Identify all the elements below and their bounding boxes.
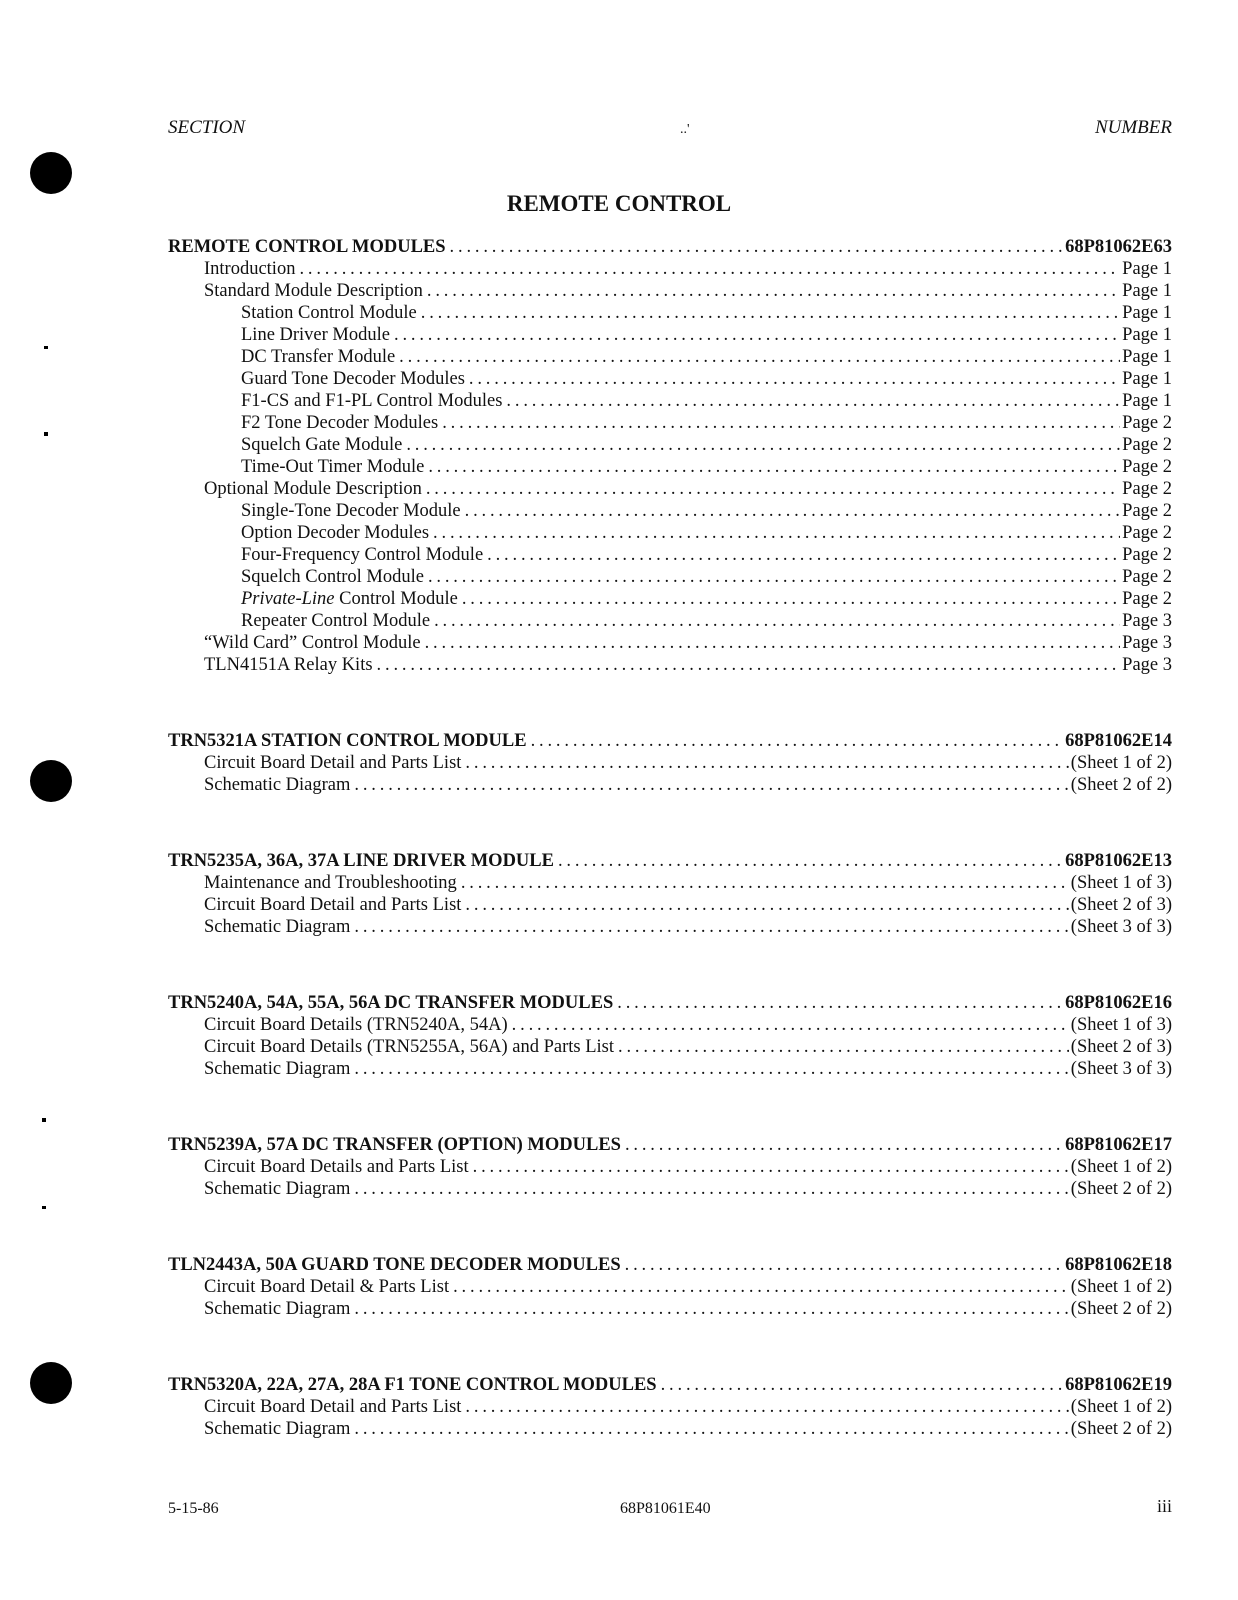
dot-leader [354, 774, 1068, 796]
toc-entry [168, 894, 1172, 916]
dot-leader [465, 752, 1068, 774]
footer-page-number: iii [1156, 1496, 1172, 1516]
toc-group [168, 850, 1172, 938]
toc-entry [168, 1014, 1172, 1036]
toc-entry [168, 610, 1172, 632]
toc-entry-label: Time-Out Timer Module [241, 457, 425, 477]
dot-leader [425, 632, 1121, 654]
toc-entry-page-ref: (Sheet 2 of 2) [1070, 1179, 1172, 1199]
dot-leader [433, 522, 1120, 544]
toc-entry-page-ref: Page 3 [1122, 633, 1172, 653]
toc-entry-label: Circuit Board Detail and Parts List [204, 895, 462, 915]
toc-entry-label: Circuit Board Details (TRN5255A, 56A) and Parts List [204, 1037, 615, 1057]
dot-leader [434, 610, 1120, 632]
toc-section-heading [168, 1374, 1172, 1396]
toc-entry-page-ref: (Sheet 2 of 2) [1070, 1299, 1172, 1319]
toc-entry [168, 632, 1172, 654]
toc-entry-label: Standard Module Description [204, 281, 423, 301]
scan-speck [42, 1206, 46, 1209]
toc-entry-label: Schematic Diagram [204, 1059, 351, 1079]
toc-entry-page-ref: (Sheet 2 of 3) [1070, 895, 1172, 915]
toc-entry [168, 1298, 1172, 1320]
toc-entry-label: TRN5239A, 57A DC TRANSFER (OPTION) MODULES [168, 1135, 621, 1155]
toc-entry-label: Line Driver Module [241, 325, 390, 345]
toc-entry-page-ref: Page 2 [1122, 501, 1172, 521]
toc-entry-page-ref: Page 1 [1122, 303, 1172, 323]
toc-group [168, 992, 1172, 1080]
toc-entry-label [241, 588, 462, 610]
footer-date: 5-15-86 [168, 1500, 219, 1517]
toc-section-heading [168, 730, 1172, 752]
toc-entry-label: Introduction [204, 259, 296, 279]
toc-entry [168, 872, 1172, 894]
binder-hole-top [30, 152, 72, 194]
toc-entry [168, 346, 1172, 368]
dot-leader [428, 566, 1120, 588]
toc-entry-page-ref: (Sheet 2 of 2) [1070, 775, 1172, 795]
scan-speck [42, 1118, 46, 1122]
toc-entry-page-ref: 68P81062E17 [1065, 1135, 1172, 1155]
toc-entry [168, 588, 1172, 610]
toc-entry [168, 1058, 1172, 1080]
dot-leader [506, 390, 1120, 412]
dot-leader [512, 1014, 1069, 1036]
toc-group [168, 1134, 1172, 1200]
toc-entry [168, 1156, 1172, 1178]
dot-leader [465, 894, 1068, 916]
dot-leader [421, 302, 1120, 324]
toc-entry-label: F2 Tone Decoder Modules [241, 413, 439, 433]
toc-entry-page-ref: 68P81062E63 [1065, 237, 1172, 257]
dot-leader [394, 324, 1120, 346]
toc-entry [168, 258, 1172, 280]
dot-leader [453, 1276, 1069, 1298]
toc-entry [168, 916, 1172, 938]
toc-group [168, 1374, 1172, 1440]
toc-entry-label: Repeater Control Module [241, 611, 431, 631]
toc-entry-page-ref: Page 2 [1122, 457, 1172, 477]
toc-entry [168, 522, 1172, 544]
dot-leader [661, 1374, 1064, 1396]
dot-leader [617, 992, 1063, 1014]
dot-leader [625, 1254, 1063, 1276]
toc-entry-label-rest: Control Module [334, 589, 458, 609]
toc-entry-label: Squelch Gate Module [241, 435, 403, 455]
toc-entry-page-ref: Page 1 [1122, 369, 1172, 389]
toc-entry-page-ref: (Sheet 2 of 3) [1070, 1037, 1172, 1057]
toc-entry-page-ref: Page 2 [1122, 413, 1172, 433]
toc-entry [168, 1178, 1172, 1200]
dot-leader [377, 654, 1121, 676]
toc-entry-label: Guard Tone Decoder Modules [241, 369, 465, 389]
toc-entry-label: TRN5235A, 36A, 37A LINE DRIVER MODULE [168, 851, 554, 871]
toc-entry-page-ref: (Sheet 2 of 2) [1070, 1419, 1172, 1439]
toc-entry-label: TLN2443A, 50A GUARD TONE DECODER MODULES [168, 1255, 621, 1275]
dot-leader [469, 368, 1120, 390]
toc-entry-page-ref: Page 2 [1122, 523, 1172, 543]
dot-leader [354, 1058, 1068, 1080]
toc-entry [168, 434, 1172, 456]
dot-leader [426, 478, 1120, 500]
dot-leader [618, 1036, 1069, 1058]
header-mark: ..' [680, 122, 690, 137]
dot-leader [427, 280, 1120, 302]
toc-entry-label: DC Transfer Module [241, 347, 396, 367]
dot-leader [299, 258, 1120, 280]
binder-hole-bottom [30, 1362, 72, 1404]
toc-entry-label: Optional Module Description [204, 479, 422, 499]
toc-entry-page-ref: (Sheet 1 of 2) [1070, 1397, 1172, 1417]
toc-entry [168, 752, 1172, 774]
dot-leader [473, 1156, 1069, 1178]
dot-leader [442, 412, 1120, 434]
toc-entry [168, 1396, 1172, 1418]
toc-entry-label: REMOTE CONTROL MODULES [168, 237, 446, 257]
dot-leader [558, 850, 1063, 872]
toc-entry-label: Single-Tone Decoder Module [241, 501, 461, 521]
toc-entry-page-ref: (Sheet 3 of 3) [1070, 917, 1172, 937]
dot-leader [354, 1178, 1068, 1200]
toc-entry-page-ref: Page 1 [1122, 259, 1172, 279]
toc-entry-label: TRN5321A STATION CONTROL MODULE [168, 731, 527, 751]
toc-entry [168, 1036, 1172, 1058]
toc-section-heading [168, 1254, 1172, 1276]
toc-entry-label: Circuit Board Detail and Parts List [204, 753, 462, 773]
toc-entry-page-ref: Page 2 [1122, 567, 1172, 587]
toc-entry-label: Circuit Board Detail and Parts List [204, 1397, 462, 1417]
dot-leader [428, 456, 1120, 478]
toc-entry-label: Schematic Diagram [204, 775, 351, 795]
header-number-label: NUMBER [1094, 117, 1172, 138]
toc-entry-page-ref: Page 1 [1122, 281, 1172, 301]
dot-leader [461, 872, 1069, 894]
toc-entry-page-ref: 68P81062E19 [1065, 1375, 1172, 1395]
toc-entry-page-ref: (Sheet 1 of 2) [1070, 753, 1172, 773]
toc-entry [168, 1276, 1172, 1298]
toc-entry-label: Option Decoder Modules [241, 523, 430, 543]
dot-leader [487, 544, 1120, 566]
toc-entry-label: Circuit Board Details and Parts List [204, 1157, 469, 1177]
toc-entry [168, 544, 1172, 566]
toc-entry-label: Four-Frequency Control Module [241, 545, 484, 565]
toc-entry-label: F1-CS and F1-PL Control Modules [241, 391, 503, 411]
toc-entry-page-ref: (Sheet 1 of 2) [1070, 1277, 1172, 1297]
toc-group [168, 1254, 1172, 1320]
toc-entry [168, 390, 1172, 412]
toc-entry-label: TLN4151A Relay Kits [204, 655, 373, 675]
toc-entry-label: Squelch Control Module [241, 567, 424, 587]
toc-section-heading [168, 1134, 1172, 1156]
toc-entry-page-ref: 68P81062E16 [1065, 993, 1172, 1013]
toc-entry [168, 324, 1172, 346]
toc-entry [168, 456, 1172, 478]
dot-leader [462, 588, 1120, 610]
toc-entry-page-ref: 68P81062E18 [1065, 1255, 1172, 1275]
toc-entry-label: Schematic Diagram [204, 1299, 351, 1319]
toc-entry [168, 774, 1172, 796]
toc-entry-page-ref: Page 2 [1122, 589, 1172, 609]
toc-entry-label: TRN5240A, 54A, 55A, 56A DC TRANSFER MODULES [168, 993, 614, 1013]
toc-entry [168, 280, 1172, 302]
dot-leader [450, 236, 1064, 258]
toc-entry-page-ref: Page 1 [1122, 347, 1172, 367]
toc-entry [168, 654, 1172, 676]
dot-leader [531, 730, 1064, 752]
toc-entry-label: Maintenance and Troubleshooting [204, 873, 457, 893]
dot-leader [354, 916, 1068, 938]
scan-speck [44, 346, 48, 349]
binder-hole-middle [30, 760, 72, 802]
toc-group [168, 730, 1172, 796]
toc-entry-label: Schematic Diagram [204, 1179, 351, 1199]
toc-entry-label: Schematic Diagram [204, 1419, 351, 1439]
toc-entry-page-ref: Page 3 [1122, 655, 1172, 675]
toc-section-heading [168, 850, 1172, 872]
toc-entry [168, 566, 1172, 588]
toc-entry-page-ref: Page 2 [1122, 479, 1172, 499]
toc-entry [168, 1418, 1172, 1440]
scan-speck [44, 432, 48, 436]
dot-leader [399, 346, 1120, 368]
toc-entry-label-italic: Private-Line [241, 589, 335, 609]
toc-entry-page-ref: (Sheet 1 of 3) [1070, 1015, 1172, 1035]
toc-entry-label: Circuit Board Detail & Parts List [204, 1277, 450, 1297]
dot-leader [465, 1396, 1068, 1418]
toc-group [168, 236, 1172, 676]
dot-leader [465, 500, 1121, 522]
toc-entry-label: “Wild Card” Control Module [204, 633, 421, 653]
toc-entry-page-ref: Page 1 [1122, 325, 1172, 345]
toc-entry [168, 500, 1172, 522]
toc-entry-page-ref: 68P81062E14 [1065, 731, 1172, 751]
toc-entry [168, 412, 1172, 434]
page-title: REMOTE CONTROL [506, 191, 732, 216]
dot-leader [354, 1418, 1068, 1440]
toc-entry-page-ref: 68P81062E13 [1065, 851, 1172, 871]
toc-entry-label: Circuit Board Details (TRN5240A, 54A) [204, 1015, 508, 1035]
toc-entry [168, 368, 1172, 390]
toc-section-heading [168, 236, 1172, 258]
toc-entry-page-ref: (Sheet 1 of 3) [1070, 873, 1172, 893]
toc-entry-label: TRN5320A, 22A, 27A, 28A F1 TONE CONTROL MODULES [168, 1375, 657, 1395]
table-of-contents [168, 236, 1172, 1440]
dot-leader [625, 1134, 1063, 1156]
toc-entry-page-ref: Page 1 [1122, 391, 1172, 411]
header-section-label: SECTION [168, 117, 246, 138]
toc-entry-page-ref: (Sheet 3 of 3) [1070, 1059, 1172, 1079]
toc-entry-page-ref: Page 2 [1122, 545, 1172, 565]
toc-entry [168, 478, 1172, 500]
dot-leader [406, 434, 1120, 456]
toc-entry [168, 302, 1172, 324]
toc-entry-label: Station Control Module [241, 303, 417, 323]
footer-doc-number: 68P81061E40 [620, 1500, 711, 1517]
toc-section-heading [168, 992, 1172, 1014]
toc-entry-label: Schematic Diagram [204, 917, 351, 937]
dot-leader [354, 1298, 1068, 1320]
toc-entry-page-ref: Page 3 [1122, 611, 1172, 631]
toc-entry-page-ref: (Sheet 1 of 2) [1070, 1157, 1172, 1177]
toc-entry-page-ref: Page 2 [1122, 435, 1172, 455]
